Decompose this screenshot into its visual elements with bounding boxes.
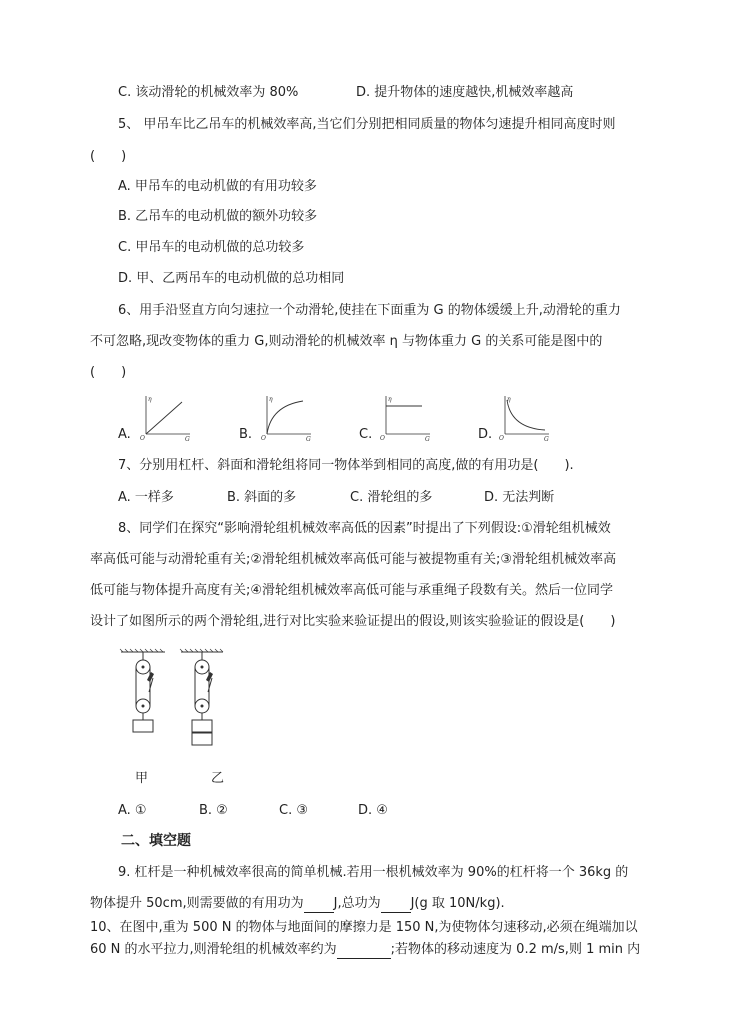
q9-line1: 9. 杠杆是一种机械效率很高的简单机械.若用一根机械效率为 90%的杠杆将一个 36kg 的 — [118, 865, 629, 880]
q6-graph-a — [132, 392, 194, 442]
q5-option-b: B. 乙吊车的电动机做的额外功较多 — [118, 209, 318, 224]
q6-stem-line2: 不可忽略,现改变物体的重力 G,则动滑轮的机械效率 η 与物体重力 G 的关系可能是图中的 — [90, 334, 603, 349]
q6-graph-a-y-label: η — [148, 396, 152, 403]
q9-line2 — [90, 895, 505, 913]
q8-stem-line4: 设计了如图所示的两个滑轮组,进行对比实验来验证提出的假设,则该实验验证的假设是( ) — [90, 614, 616, 629]
q6-graph-c-x-label: G — [425, 436, 430, 442]
q10-efficiency-blank[interactable] — [337, 944, 391, 959]
pulley-system-jia — [120, 649, 165, 732]
pulley-diagram — [115, 648, 235, 748]
q9-line2-part-a: 物体提升 50cm,则需要做的有用功为 — [90, 896, 304, 911]
q8-option-c: C. ③ — [279, 803, 308, 818]
q9-line2-part-c: J(g 取 10N/kg). — [410, 896, 505, 911]
q5-option-d: D. 甲、乙两吊车的电动机做的总功相同 — [118, 271, 345, 286]
q6-graph-a-x-label: G — [185, 436, 190, 442]
q7-option-b: B. 斜面的多 — [227, 490, 297, 505]
q6-graph-b — [253, 392, 315, 442]
q6-graph-b-y-label: η — [269, 396, 273, 403]
q6-stem-line3: ( ) — [90, 365, 127, 380]
q6-graph-d-y-label: η — [507, 396, 511, 403]
q6-graph-a-origin: O — [140, 435, 145, 442]
q9-line2-part-b: J,总功为 — [333, 896, 381, 911]
q4-option-c: C. 该动滑轮的机械效率为 80% — [118, 85, 299, 100]
q10-line2-part-a: 60 N 的水平拉力,则滑轮组的机械效率约为 — [90, 942, 337, 957]
q10-line1: 10、在图中,重为 500 N 的物体与地面间的摩擦力是 150 N,为使物体匀速移动,必须在绳端加以 — [90, 920, 638, 935]
q8-stem-line3: 低可能与物体提升高度有关;④滑轮组机械效率高低可能与承重绳子段数有关。然后一位同学 — [90, 583, 614, 598]
q6-graph-b-origin: O — [261, 435, 266, 442]
q7-option-c: C. 滑轮组的多 — [350, 490, 433, 505]
q7-stem: 7、分别用杠杆、斜面和滑轮组将同一物体举到相同的高度,做的有用功是( ). — [118, 458, 574, 473]
q6-option-c-label: C. — [359, 427, 373, 442]
q9-total-work-blank[interactable] — [381, 898, 411, 913]
q5-stem-line1: 5、 甲吊车比乙吊车的机械效率高,当它们分别把相同质量的物体匀速提升相同高度时则 — [118, 117, 616, 132]
q10-line2-part-b: ;若物体的移动速度为 0.2 m/s,则 1 min 内 — [390, 942, 641, 957]
q6-option-a-label: A. — [118, 427, 131, 442]
q7-option-d: D. 无法判断 — [484, 490, 555, 505]
q9-useful-work-blank[interactable] — [304, 898, 334, 913]
q6-graph-c-y-label: η — [388, 396, 392, 403]
q6-graph-c — [372, 392, 434, 442]
q6-graph-d — [491, 392, 553, 442]
section-title-fill-blank: 二、填空题 — [121, 833, 191, 849]
q5-stem-line2: ( ) — [90, 149, 127, 164]
q6-option-d-label: D. — [478, 427, 493, 442]
q4-option-d: D. 提升物体的速度越快,机械效率越高 — [356, 85, 574, 100]
q6-graph-c-origin: O — [380, 435, 385, 442]
q6-stem-line1: 6、用手沿竖直方向匀速拉一个动滑轮,使挂在下面重为 G 的物体缓缓上升,动滑轮的重力 — [118, 303, 621, 318]
pulley-system-yi — [180, 649, 223, 745]
q5-option-c: C. 甲吊车的电动机做的总功较多 — [118, 240, 305, 255]
q8-stem-line2: 率高低可能与动滑轮重有关;②滑轮组机械效率高低可能与被提物重有关;③滑轮组机械效率高 — [90, 552, 617, 567]
q8-option-b: B. ② — [199, 803, 228, 818]
q8-label-jia: 甲 — [135, 771, 149, 786]
q6-graph-b-x-label: G — [306, 436, 311, 442]
q8-option-d: D. ④ — [358, 803, 388, 818]
q10-line2 — [90, 941, 640, 959]
q8-option-a: A. ① — [118, 803, 147, 818]
q8-label-yi: 乙 — [211, 771, 225, 786]
q8-stem-line1: 8、同学们在探究“影响滑轮组机械效率高低的因素”时提出了下列假设:①滑轮组机械效 — [118, 521, 611, 536]
q6-graph-d-origin: O — [499, 435, 504, 442]
q5-option-a: A. 甲吊车的电动机做的有用功较多 — [118, 179, 317, 194]
q6-option-b-label: B. — [239, 427, 253, 442]
q6-graph-d-x-label: G — [544, 436, 549, 442]
q7-option-a: A. 一样多 — [118, 490, 174, 505]
